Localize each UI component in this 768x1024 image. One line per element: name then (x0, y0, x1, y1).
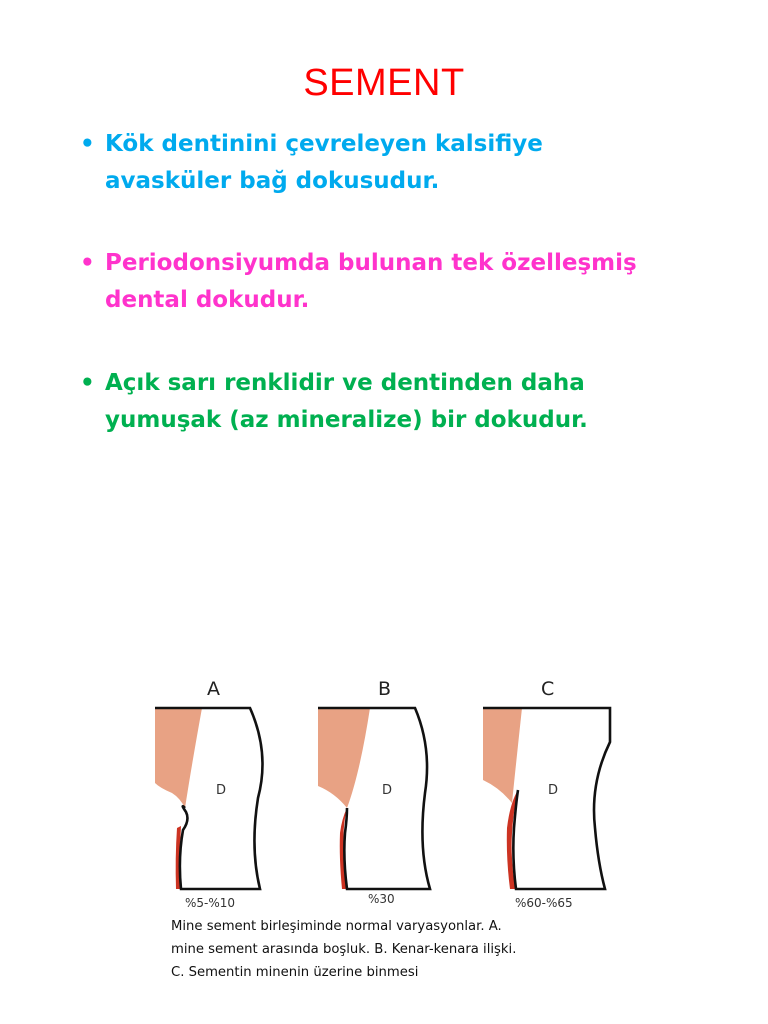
bullet-line: Periodonsiyumda bulunan tek özelleşmiş (105, 250, 637, 276)
bullet-marker: • (80, 131, 95, 157)
bullet-marker: • (80, 370, 95, 396)
figure-caption (171, 915, 611, 984)
slide-title: SEMENT (303, 62, 465, 104)
bullet-line: Açık sarı renklidir ve dentinden daha (105, 370, 585, 396)
bullet-line: dental dokudur. (105, 287, 310, 313)
panel-c-label: C (541, 678, 555, 700)
bullet-item-1 (80, 126, 720, 200)
panel-c-percentage: %60-%65 (515, 896, 573, 910)
panel-a-tooth-section (155, 708, 263, 889)
bullet-item-2 (80, 245, 720, 319)
bullet-line: Kök dentinini çevreleyen kalsifiye (105, 131, 543, 157)
panel-b-percentage: %30 (368, 892, 395, 906)
panel-c-enamel (483, 708, 522, 803)
bullet-marker: • (80, 250, 95, 276)
caption-line: mine sement arasında boşluk. B. Kenar-kenara ilişki. (171, 942, 517, 957)
panel-b-label: B (378, 678, 392, 700)
panel-c-tooth-section (483, 708, 610, 889)
panel-a-label: A (207, 678, 220, 700)
panel-a-percentage: %5-%10 (185, 896, 236, 910)
caption-line: Mine sement birleşiminde normal varyasyonlar. A. (171, 919, 502, 934)
panel-a-enamel (155, 708, 202, 808)
panel-b-tooth-section (318, 708, 430, 889)
bullet-line: avasküler bağ dokusudur. (105, 168, 440, 194)
bullet-line: yumuşak (az mineralize) bir dokudur. (105, 407, 588, 433)
panel-b-dentin-label: D (382, 783, 393, 798)
panel-c-dentin-label: D (548, 783, 559, 798)
bullet-item-3 (80, 365, 720, 439)
caption-line: C. Sementin minenin üzerine binmesi (171, 965, 419, 980)
panel-b-enamel (318, 708, 370, 808)
panel-a-dentin-label: D (216, 783, 227, 798)
